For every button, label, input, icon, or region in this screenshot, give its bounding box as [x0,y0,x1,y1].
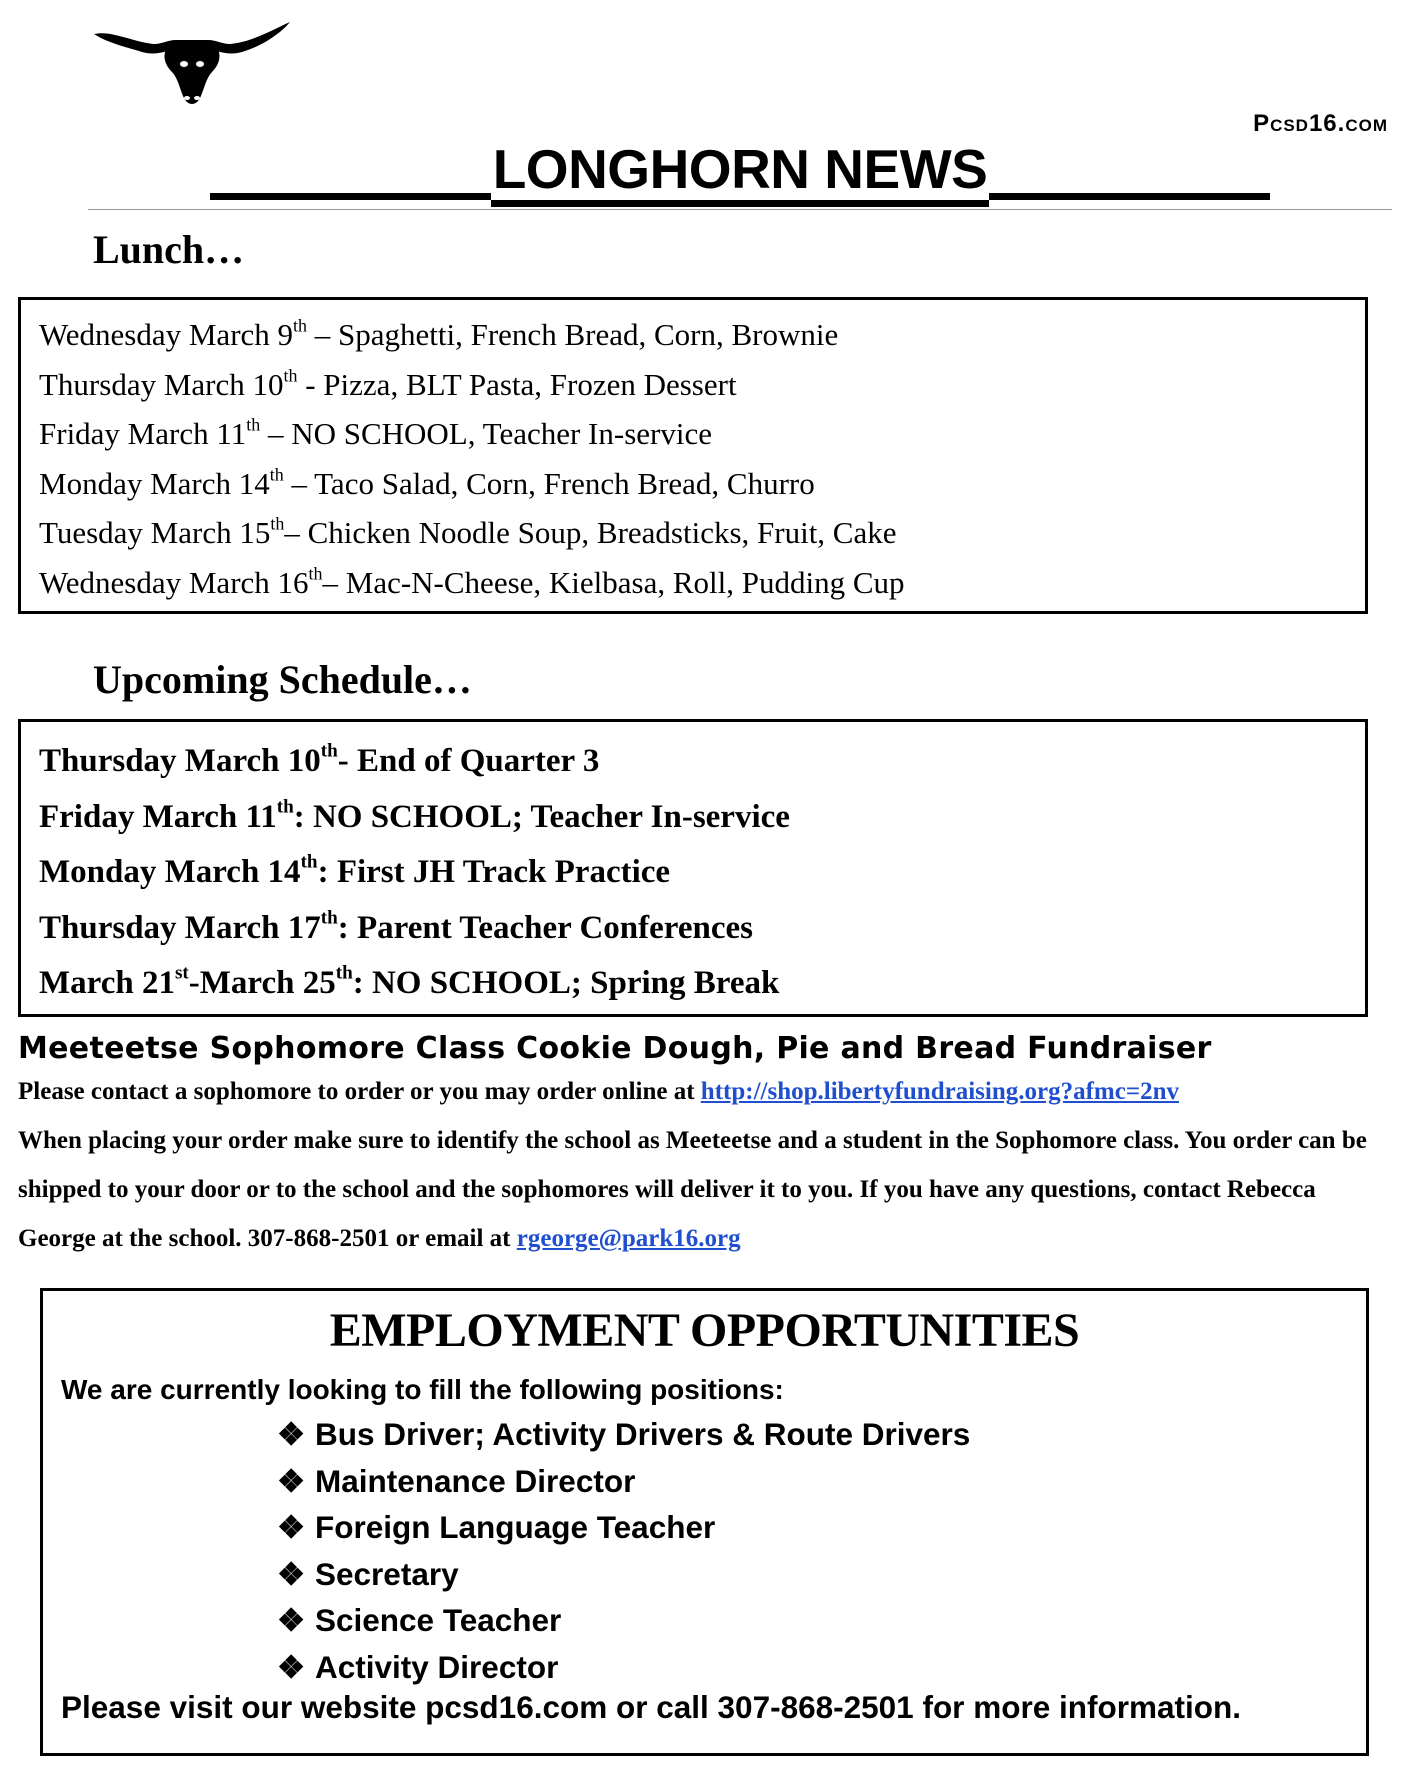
header-divider [88,209,1392,210]
position-item: ❖ Bus Driver; Activity Drivers & Route Drivers [277,1411,970,1458]
lunch-item: Wednesday March 9th – Spaghetti, French Bread, Corn, Brownie [39,315,839,352]
lunch-item: Wednesday March 16th– Mac-N-Cheese, Kielbasa, Roll, Pudding Cup [39,563,905,600]
employment-footer: Please visit our website pcsd16.com or call 307-868-2501 for more information. [61,1689,1241,1725]
position-item: ❖ Foreign Language Teacher [277,1504,970,1551]
schedule-item: Thursday March 17th: Parent Teacher Conferences [39,907,753,946]
page-title: LONGHORN NEWS [491,138,990,207]
schedule-item: Thursday March 10th- End of Quarter 3 [39,740,600,779]
schedule-item: Monday March 14th: First JH Track Practice [39,851,671,890]
position-item: ❖ Activity Director [277,1644,970,1691]
schedule-box [18,719,1368,1017]
position-item: ❖ Science Teacher [277,1597,970,1644]
schedule-heading: Upcoming Schedule… [93,657,472,702]
lunch-menu-list [39,310,905,607]
lunch-item: Monday March 14th – Taco Salad, Corn, French Bread, Churro [39,464,815,501]
fundraiser-intro: Please contact a sophomore to order or you may order online at [18,1078,701,1105]
diamond-bullet-icon: ❖ [277,1462,306,1499]
schedule-item: March 21st-March 25th: NO SCHOOL; Spring Break [39,962,780,1001]
contact-email-link[interactable]: rgeorge@park16.org [516,1225,741,1252]
lunch-item: Friday March 11th – NO SCHOOL, Teacher In-service [39,414,712,451]
diamond-bullet-icon: ❖ [277,1602,306,1638]
employment-box [40,1288,1369,1756]
schedule-list [39,734,790,1012]
lunch-menu-box [18,297,1368,614]
masthead [210,138,1270,200]
fundraiser-title: Meeteetse Sophomore Class Cookie Dough, Pie and Bread Fundraiser [18,1031,1212,1066]
lunch-item: Thursday March 10th - Pizza, BLT Pasta, Frozen Dessert [39,365,737,402]
diamond-bullet-icon: ❖ [277,1555,306,1592]
lunch-item: Tuesday March 15th– Chicken Noodle Soup, Breadsticks, Fruit, Cake [39,513,897,550]
lunch-heading: Lunch… [93,227,245,272]
positions-list [277,1411,970,1690]
fundraiser-body: When placing your order make sure to identify the school as Meeteetse and a student in the Sophomore class. You order can be shipped to your door or to the school and the sophomores will deliver it to you. If you have any questions, contact Rebecca George at the school. 307-868-2501 or email at [18,1127,1367,1252]
longhorn-icon [92,20,292,110]
diamond-bullet-icon: ❖ [277,1416,306,1452]
fundraiser-text [18,1067,1388,1263]
schedule-item: Friday March 11th: NO SCHOOL; Teacher In-service [39,796,790,835]
diamond-bullet-icon: ❖ [277,1509,306,1545]
employment-intro: We are currently looking to fill the following positions: [61,1374,784,1405]
site-url: Pcsd16.com [1253,110,1388,137]
employment-title: EMPLOYMENT OPPORTUNITIES [329,1304,1080,1357]
position-item: ❖ Secretary [277,1551,970,1598]
diamond-bullet-icon: ❖ [277,1648,306,1685]
position-item: ❖ Maintenance Director [277,1458,970,1505]
fundraiser-order-link[interactable]: http://shop.libertyfundraising.org?afmc=2nv [700,1078,1179,1105]
